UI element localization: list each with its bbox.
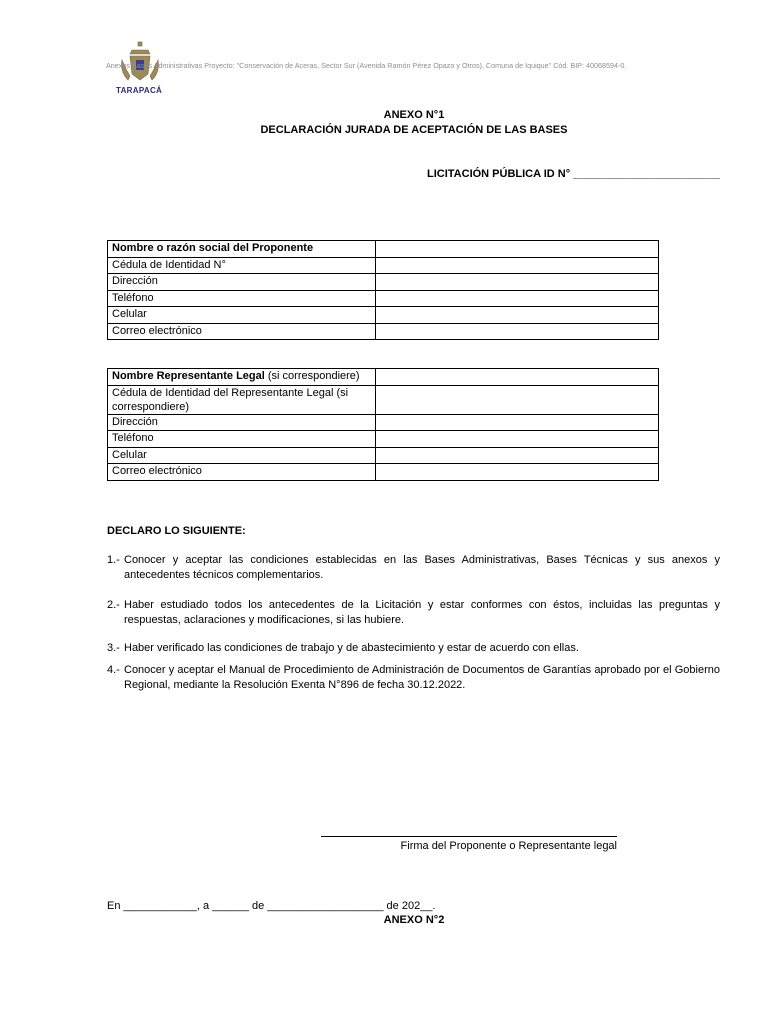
field-value[interactable]: [376, 447, 659, 464]
field-label: Teléfono: [108, 431, 376, 448]
field-label: Nombre Representante Legal (si correspondiere): [108, 369, 376, 386]
table-row: [108, 290, 659, 307]
table-row: [108, 241, 659, 258]
item-text: Haber estudiado todos los antecedentes de la Licitación y estar conformes con éstos, incluidas las preguntas y respuestas, aclaraciones y modificaciones, si las hubiere.: [124, 599, 720, 626]
legal-representative-table: [107, 368, 659, 481]
declaration-item: [107, 598, 720, 628]
field-label: Dirección: [108, 414, 376, 431]
declaration-item: [107, 663, 720, 693]
table-row: [108, 431, 659, 448]
signature-label: Firma del Proponente o Representante legal: [400, 840, 617, 852]
field-value[interactable]: [376, 290, 659, 307]
field-label: Correo electrónico: [108, 323, 376, 340]
field-value[interactable]: [376, 414, 659, 431]
field-value[interactable]: [376, 464, 659, 481]
document-title: ANEXO N°1: [383, 109, 445, 121]
field-label: Teléfono: [108, 290, 376, 307]
field-label: Celular: [108, 447, 376, 464]
item-number: 2.-: [107, 599, 120, 611]
field-value[interactable]: [376, 257, 659, 274]
field-label: Nombre o razón social del Proponente: [108, 241, 376, 258]
proponent-info-table: [107, 240, 659, 340]
item-text: Haber verificado las condiciones de trabajo y de abastecimiento y estar de acuerdo con ellas.: [124, 642, 579, 654]
field-label: Cédula de Identidad del Representante Legal (si correspondiere): [108, 385, 376, 414]
next-annex-title: ANEXO N°2: [383, 914, 445, 926]
field-label: Cédula de Identidad N°: [108, 257, 376, 274]
item-text: Conocer y aceptar el Manual de Procedimiento de Administración de Documentos de Garantías aprobado por el Gobierno Regional, mediante la Resolución Exenta N°896 de fecha 30.12.2022.: [124, 664, 720, 691]
date-place-line: En ____________, a ______ de ___________________ de 202__.: [107, 900, 436, 912]
table-row: [108, 274, 659, 291]
licitacion-id: LICITACIÓN PÚBLICA ID N° ________________________: [427, 168, 720, 180]
field-value[interactable]: [376, 431, 659, 448]
table-row: [108, 257, 659, 274]
table-row: [108, 414, 659, 431]
item-number: 4.-: [107, 664, 120, 676]
signature-line[interactable]: [321, 836, 617, 837]
declaration-item: [107, 641, 720, 656]
table-row: [108, 447, 659, 464]
table-row: [108, 307, 659, 324]
declaration-item: [107, 553, 720, 583]
item-text: Conocer y aceptar las condiciones establecidas en las Bases Administrativas, Bases Técnicas y sus anexos y antecedentes técnicos complementarios.: [124, 554, 720, 581]
item-number: 1.-: [107, 554, 120, 566]
field-value[interactable]: [376, 307, 659, 324]
field-value[interactable]: [376, 241, 659, 258]
field-value[interactable]: [376, 385, 659, 414]
field-label: Correo electrónico: [108, 464, 376, 481]
logo-text: TARAPACÁ: [116, 86, 163, 95]
declaration-heading: DECLARO LO SIGUIENTE:: [107, 525, 246, 537]
table-row: [108, 369, 659, 386]
field-value[interactable]: [376, 369, 659, 386]
field-label: Celular: [108, 307, 376, 324]
item-number: 3.-: [107, 642, 120, 654]
running-header: Anexos Bases Administrativas Proyecto: "Conservación de Aceras, Sector Sur (Avenida Ramón Pérez Opazo y Otros), Comuna de Iquique" Cód. BIP: 40068594-0.: [106, 61, 627, 70]
table-row: [108, 385, 659, 414]
field-value[interactable]: [376, 323, 659, 340]
field-label: Dirección: [108, 274, 376, 291]
table-row: [108, 323, 659, 340]
table-row: [108, 464, 659, 481]
field-value[interactable]: [376, 274, 659, 291]
document-subtitle: DECLARACIÓN JURADA DE ACEPTACIÓN DE LAS BASES: [260, 124, 568, 136]
